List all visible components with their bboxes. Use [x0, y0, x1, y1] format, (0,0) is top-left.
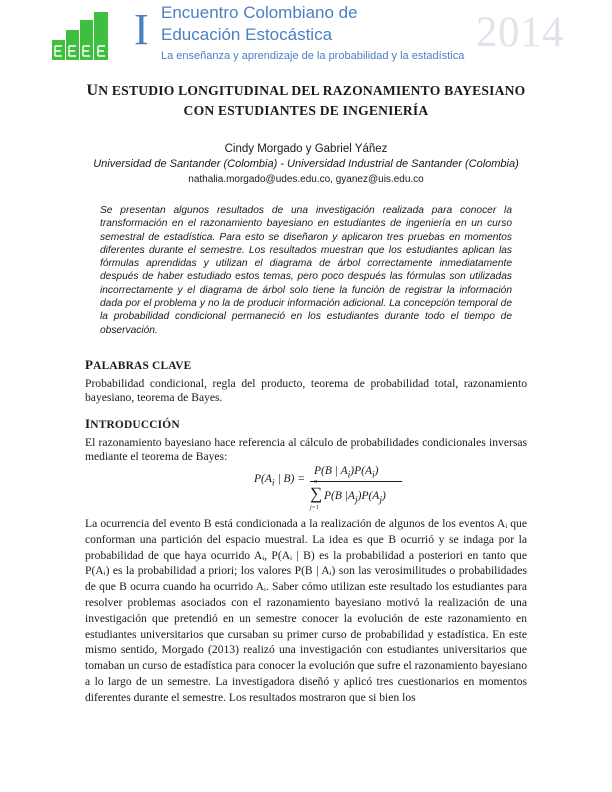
- conference-subtitle: La enseñanza y aprendizaje de la probabilidad y la estadística: [161, 50, 465, 62]
- formula-fraction-bar: [310, 481, 402, 482]
- keywords-heading: PALABRAS CLAVE: [85, 357, 192, 372]
- conference-roman-numeral: I: [134, 5, 149, 54]
- conference-name-line2: Educación Estocástica: [161, 25, 333, 44]
- paper-affiliation: Universidad de Santander (Colombia) - Universidad Industrial de Santander (Colombia): [93, 158, 519, 170]
- paper-title-line1: UN ESTUDIO LONGITUDINAL DEL RAZONAMIENTO BAYESIANO: [86, 82, 526, 99]
- formula-denominator: P(B $|A_j)P(A_j)$: [324, 490, 386, 506]
- formula-numerator: P(B | $A_i)P(A_i)$: [314, 465, 379, 481]
- introduction-paragraph-2: La ocurrencia del evento B está condicionada a la realización de algunos de los eventos Aᵢ que conforman una partición del espacio muestral. La idea es que B ocurrió y se indaga por la probabilidad de que haya ocurrido Aᵢ, P(Aᵢ | B) es la probabilidad a posteriori en tanto que P(Aᵢ) es la probabilidad a priori; los valores P(B | Aᵢ) son las verosimilitudes o probabilidades de que B ocurra cuando ha ocurrido Aᵢ. Saber cómo utilizan este resultado los estudiantes para resolver problemas asociados con el razonamiento bayesiano motivó la realización de una investigación que pretendió en un semestre conocer la evolución de este razonamiento en estudiantes universitarios que cursaban su primer curso de probabilidad y estadística. En este mismo sentido, Morgado (2013) realizó una investigación con estudiantes universitarios que tomaban un curso de estadística para conocer la evolución que sufre el razonamiento bayesiano a lo largo de un semestre. La investigadora diseñó y aplicó tres cuestionarios en momentos diferentes durante el semestre. Los resultados mostraron que si bien los: [85, 517, 527, 704]
- keywords-text: Probabilidad condicional, regla del producto, teorema de probabilidad total, razonamiento bayesiano, teorema de Bayes.: [85, 377, 527, 404]
- formula-sum-upper: n: [314, 479, 317, 485]
- conference-year: 2014: [476, 9, 564, 56]
- introduction-heading: INTRODUCCIÓN: [85, 416, 180, 431]
- introduction-paragraph-1: El razonamiento bayesiano hace referencia al cálculo de probabilidades condicionales inversas mediante el teorema de Bayes:: [85, 436, 527, 463]
- paper-title-line2: CON ESTUDIANTES DE INGENIERÍA: [183, 103, 429, 118]
- bayes-formula: [254, 463, 404, 517]
- formula-lhs: $P(A_i$ | B) =: [254, 473, 305, 489]
- paper-emails: nathalia.morgado@udes.edu.co, gyanez@uis.edu.co: [188, 174, 424, 185]
- formula-sum-symbol: ∑: [310, 484, 323, 503]
- formula-sum-lower: j=1: [310, 505, 319, 511]
- paper-authors: Cindy Morgado y Gabriel Yáñez: [224, 143, 388, 155]
- paper-abstract: Se presentan algunos resultados de una investigación realizada para conocer la transformación en el razonamiento bayesiano en estudiantes de ingeniería en un curso semestral de estadística. Para esto se diseñaron y aplicaron tres pruebas en momentos diferentes durante el semestre. Los resultados muestran que los estudiantes aplican las fórmulas aprendidas y utilizan el diagrama de árbol correctamente inmediatamente después de haber estudiado estos temas, pero poco después las fórmulas son utilizadas incorrectamente y el diagrama de árbol solo tiene la función de registrar la información dada por el problema y no la de producir información adicional. La concepción temporal de la probabilidad condicional permaneció en los estudiantes durante todo el tiempo de observación.: [100, 205, 512, 336]
- ecee-logo-icon: [50, 10, 112, 62]
- conference-name-line1: Encuentro Colombiano de: [161, 3, 358, 22]
